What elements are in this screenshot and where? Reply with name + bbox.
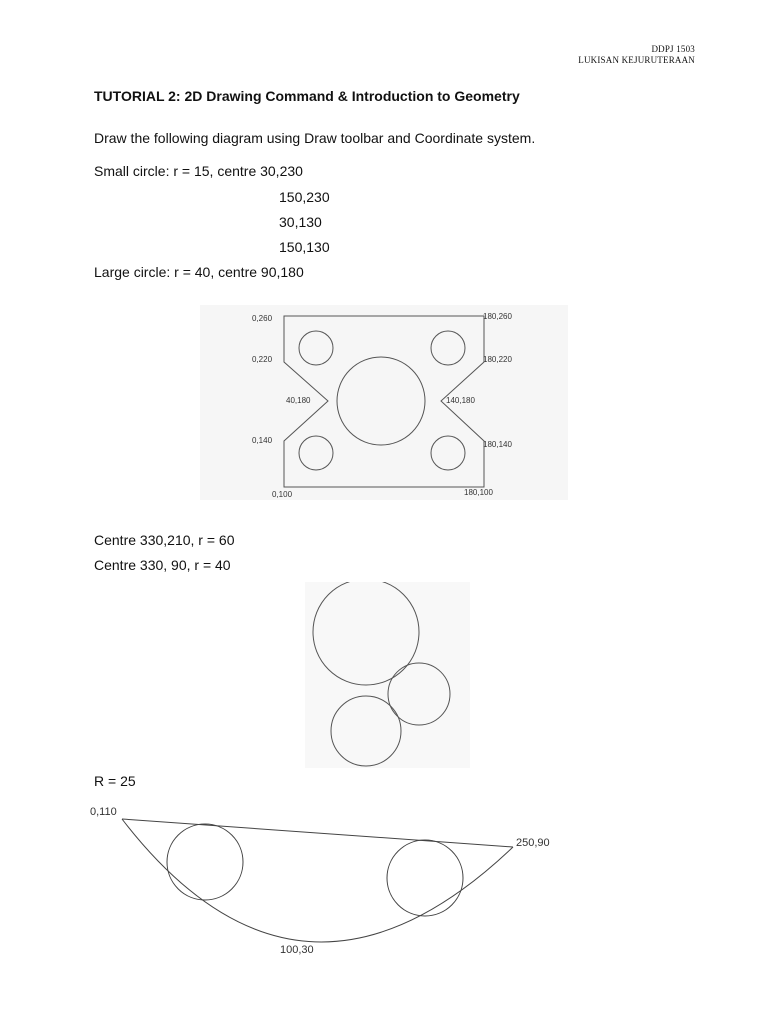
label-40-180: 40,180 [286,396,311,405]
circle-left [167,824,243,900]
figure-tangent-circles [305,582,470,768]
label-180-220: 180,220 [483,355,512,364]
tutorial-title: TUTORIAL 2: 2D Drawing Command & Introduction to Geometry [94,88,520,104]
label-0-260: 0,260 [252,314,273,323]
label-0-110: 0,110 [90,806,117,818]
figure-background [200,305,568,500]
section2-line2: Centre 330, 90, r = 40 [94,557,231,573]
section2-line1: Centre 330,210, r = 60 [94,532,235,548]
course-name: LUKISAN KEJURUTERAAN [578,55,695,65]
label-250-90: 250,90 [516,837,550,849]
label-100-30: 100,30 [280,944,314,956]
large-circle-spec: Large circle: r = 40, centre 90,180 [94,264,304,280]
section3-radius: R = 25 [94,773,136,789]
label-180-260: 180,260 [483,312,512,321]
course-code: DDPJ 1503 [651,44,695,54]
label-140-180: 140,180 [446,396,475,405]
small-circle-centre-3: 30,130 [279,214,322,230]
bottom-arc [122,819,513,942]
figure-plate-with-holes [200,305,568,500]
circle-right [387,840,463,916]
small-circle-centre-4: 150,130 [279,239,330,255]
small-circle-spec: Small circle: r = 15, centre 30,230 [94,163,303,179]
label-0-100: 0,100 [272,490,293,499]
label-180-100: 180,100 [464,488,493,497]
instruction-text: Draw the following diagram using Draw toolbar and Coordinate system. [94,130,536,146]
label-180-140: 180,140 [483,440,512,449]
figure-arc-with-circles [80,800,600,965]
small-circle-centre-2: 150,230 [279,189,330,205]
label-0-220: 0,220 [252,355,273,364]
figure2-background [305,582,470,768]
label-0-140: 0,140 [252,436,273,445]
